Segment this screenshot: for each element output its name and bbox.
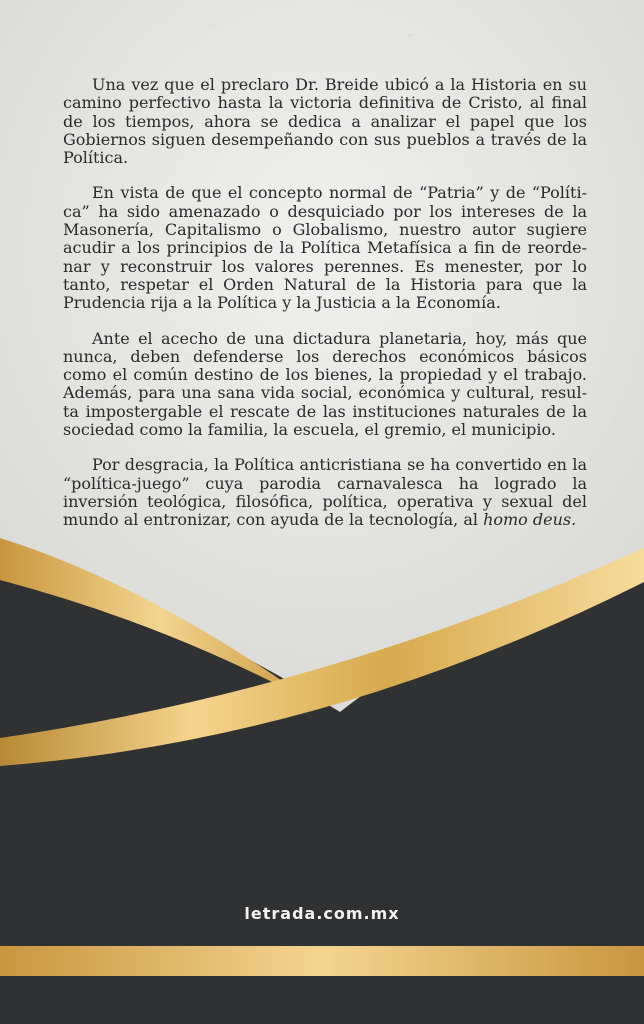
- paragraph-1: Una vez que el preclaro Dr. Breide ubicó a la Historia en su camino perfectivo hasta la victoria definitiva de Cristo, al final de los tiempos, ahora se dedica a analizar el papel que los Gobiernos siguen desempeñando con sus pueblos a través de la Política.: [63, 75, 587, 168]
- paragraph-4-text: Por desgracia, la Política anticristiana se ha convertido en la “política-juego” cuya parodia carnavalesca ha logrado la inversión teológica, filosófica, política, operativa y sexual del mundo al entronizar, con ayuda de la tecnología, al: [63, 455, 587, 530]
- publisher-website: letrada.com.mx: [244, 904, 400, 923]
- paragraph-4: [63, 456, 587, 529]
- paragraph-3: Ante el acecho de una dictadura planetaria, hoy, más que nunca, deben defenderse los derechos económicos básicos como el común destino de los bienes, la propiedad y el trabajo. Además, para una sana vida social, económica y cultural, resulta impostergable el rescate de las instituciones naturales de la sociedad como la familia, la escuela, el gremio, el municipio.: [63, 328, 587, 440]
- gold-stripe-bottom: [0, 946, 644, 976]
- paragraph-4-italic: homo deus.: [483, 510, 577, 530]
- synopsis-text: [63, 76, 587, 547]
- paragraph-2: En vista de que el concepto normal de “Patria” y de “Política” ha sido amenazado o desquiciado por los intereses de la Masonería, Capitalismo o Globalismo, nuestro autor sugiere acudir a los principios de la Política Metafísica a fin de reordenar y reconstruir los valores perennes. Es menester, por lo tanto, respetar el Orden Natural de la Historia para que la Prudencia rija a la Política y la Justicia a la Economía.: [63, 183, 587, 313]
